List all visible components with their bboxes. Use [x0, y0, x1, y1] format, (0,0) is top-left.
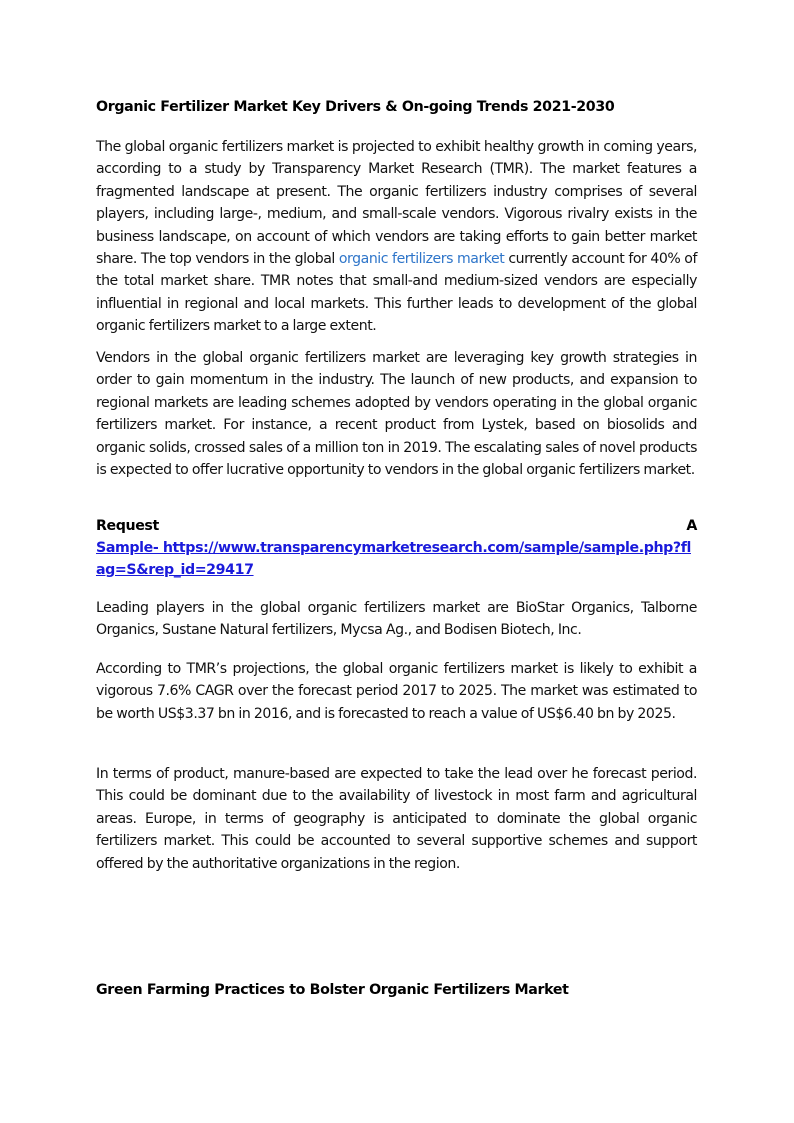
section-heading-key-drivers: Organic Fertilizer Market Key Drivers & On-going Trends 2021-2030 — [96, 99, 615, 115]
request-sample-link[interactable]: Sample- https://www.transparencymarketresearch.com/sample/sample.php?flag=S&rep_id=29417 — [96, 540, 691, 578]
request-label-row — [96, 515, 697, 537]
request-label: Request — [96, 518, 159, 534]
request-sample-block — [96, 515, 697, 581]
paragraph-projections: According to TMR’s projections, the global organic fertilizers market is likely to exhibit a vigorous 7.6% CAGR over the forecast period 2017 to 2025. The market was estimated to be worth US$3.37 bn in 2016, and is forecasted to reach a value of US$6.40 bn by 2025. — [96, 661, 697, 722]
paragraph-growth-strategies: Vendors in the global organic fertilizers market are leveraging key growth strategies in order to gain momentum in the industry. The launch of new products, and expansion to regional markets are leading schemes adopted by vendors operating in the global organic fertilizers market. For instance, a recent product from Lystek, based on biosolids and organic solids, crossed sales of a million ton in 2019. The escalating sales of novel products is expected to offer lucrative opportunity to vendors in the global organic fertilizers market. — [96, 350, 697, 479]
paragraph-text: currently account for 40% of the total market share. TMR notes that small-and medium-sized vendors are especially influential in regional and local markets. This further leads to development of the global organic fertilizers market to a large extent. — [96, 251, 697, 335]
paragraph-product-geography: In terms of product, manure-based are expected to take the lead over he forecast period. This could be dominant due to the availability of livestock in most farm and agricultural areas. Europe, in terms of geography is anticipated to dominate the global organic fertilizers market. This could be accounted to several supportive schemes and support offered by the authoritative organizations in the region. — [96, 766, 697, 872]
paragraph-leading-players: Leading players in the global organic fertilizers market are BioStar Organics, Talborne Organics, Sustane Natural fertilizers, Mycsa Ag., and Bodisen Biotech, Inc. — [96, 600, 697, 639]
paragraph-text: The global organic fertilizers market is projected to exhibit healthy growth in coming years, according to a study by Transparency Market Research (TMR). The market features a fragmented landscape at present. The organic fertilizers industry comprises of several players, including large-, medium, and small-scale vendors. Vigorous rivalry exists in the business landscape, on account of which vendors are taking efforts to gain better market share. The top vendors in the global — [96, 139, 697, 268]
request-label-article: A — [686, 518, 697, 534]
paragraph-market-overview — [96, 136, 697, 338]
section-heading-green-farming: Green Farming Practices to Bolster Organic Fertilizers Market — [96, 982, 569, 998]
organic-fertilizers-market-link[interactable]: organic fertilizers market — [338, 251, 505, 268]
